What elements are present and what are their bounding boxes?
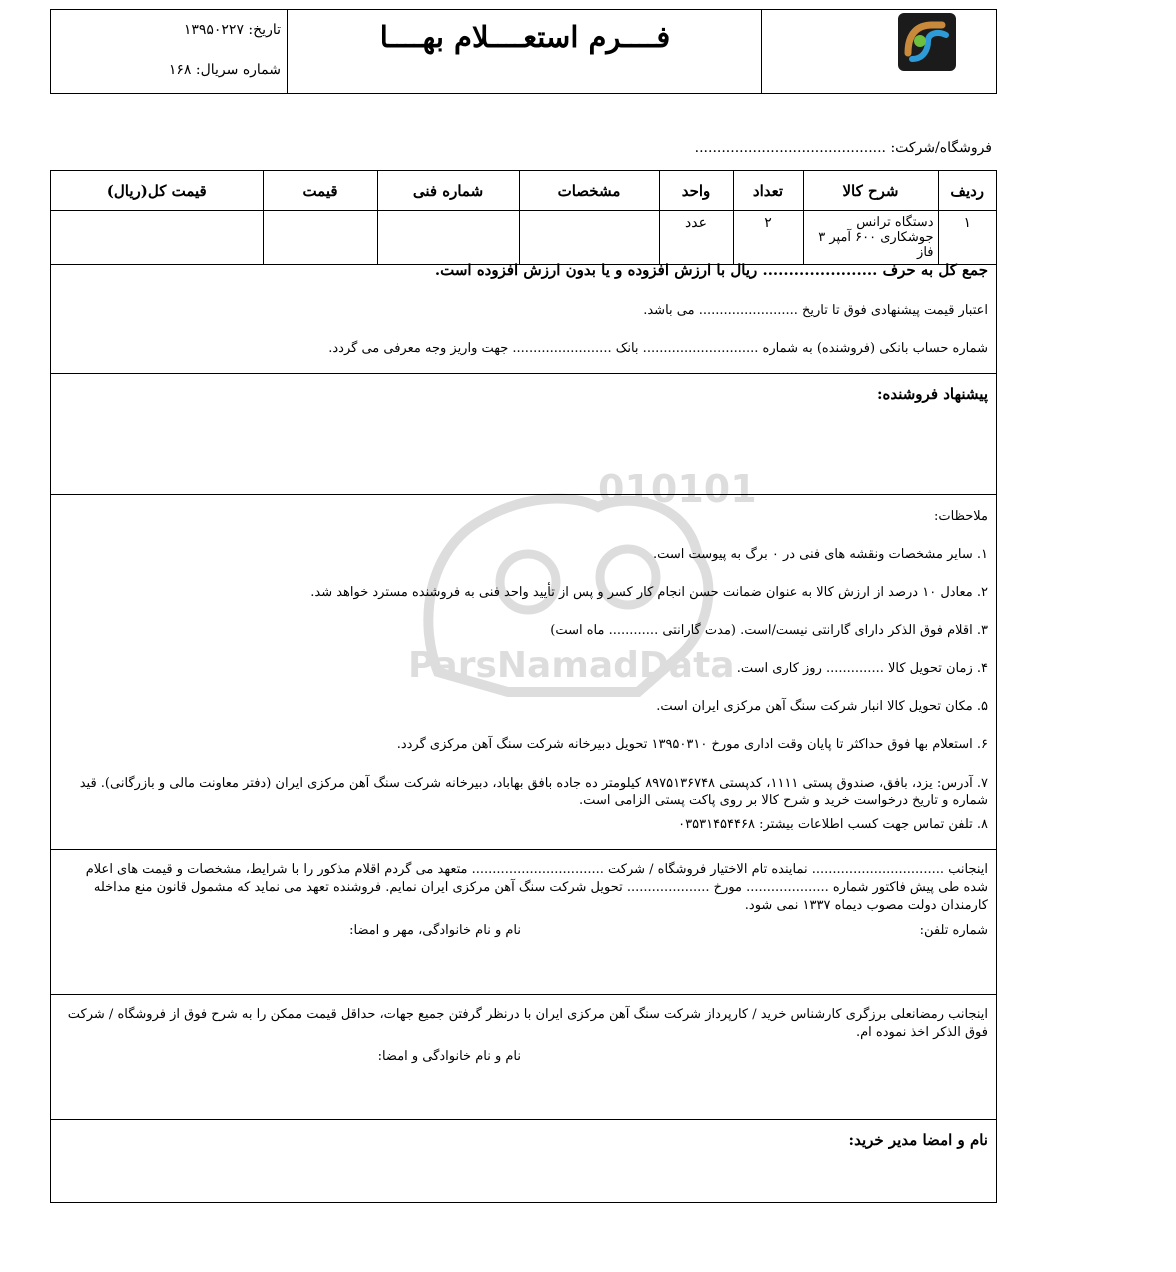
- price-validity: اعتبار قیمت پیشنهادی فوق تا تاریخ ........................ می باشد.: [643, 303, 988, 318]
- table-row: [51, 211, 996, 265]
- note-item: ۶. استعلام بها فوق حداکثر تا پایان وقت اداری مورخ ۱۳۹۵۰۳۱۰ تحویل دبیرخانه شرکت سنگ آهن مرکزی گردد.: [396, 737, 988, 752]
- items-header-row: [51, 171, 996, 211]
- purchase-manager-label: نام و امضا مدیر خرید:: [848, 1131, 988, 1149]
- watermark-brand: ParsNamadData: [408, 645, 735, 686]
- cell-technical-number[interactable]: [377, 211, 519, 265]
- col-header-quantity: تعداد: [733, 171, 803, 211]
- buyer-statement: اینجانب رمضانعلی برزگری کارشناس خرید / کارپرداز شرکت سنگ آهن مرکزی ایران با درنظر گرفتن جمیع جهات، حداقل قیمت ممکن را به شرح فوق از فروشگاه / شرکت فوق الذکر اخذ نموده ام.: [67, 1007, 988, 1040]
- divider: [51, 849, 996, 850]
- col-header-technical-number: شماره فنی: [377, 171, 519, 211]
- cell-specs[interactable]: [519, 211, 659, 265]
- note-item: ۸. تلفن تماس جهت کسب اطلاعات بیشتر: ۰۳۵۳۱۴۵۴۴۶۸: [678, 817, 988, 832]
- title-cell: [287, 10, 762, 93]
- note-item: ۳. اقلام فوق الذکر دارای گارانتی نیست/است. (مدت گارانتی ............ ماه است): [550, 623, 988, 638]
- sum-in-words: جمع کل به حرف ...................... ریال با ارزش افزوده و یا بدون ارزش افزوده است.: [434, 261, 988, 279]
- divider: [51, 373, 996, 374]
- items-table: [51, 171, 996, 265]
- divider: [51, 994, 996, 995]
- note-item: ۲. معادل ۱۰ درصد از ارزش کالا به عنوان ضمانت حسن انجام کار کسر و پس از تأیید واحد فنی به فروشنده مسترد خواهد شد.: [310, 585, 988, 600]
- info-cell: [51, 10, 287, 93]
- form-body: [50, 170, 997, 1203]
- shop-company-line: فروشگاه/شرکت: ...........................................: [694, 140, 992, 156]
- col-header-specs: مشخصات: [519, 171, 659, 211]
- form-date: تاریخ: ۱۳۹۵۰۲۲۷: [183, 22, 281, 38]
- company-logo-icon: [898, 13, 956, 71]
- cell-description: دستگاه ترانس جوشکاری ۶۰۰ آمپر ۳ فاز: [803, 211, 938, 265]
- cell-unit: عدد: [659, 211, 733, 265]
- seller-commitment: اینجانب ................................ نماینده تام الاختیار فروشگاه / شرکت ................................ متعهد می گردم اقلام مذکور را با شرایط، مشخصات و قیمت های اعلام شده طی پیش فاکتور شماره .................... مورخ .................... تحویل شرکت سنگ آهن مرکزی ایران نمایم. فروشنده تعهد می نماید که مشمول قانون منع مداخله کارمندان دولت مصوب دیماه ۱۳۳۷ نمی شود.: [85, 862, 988, 913]
- col-header-total-price: قیمت کل(ریال): [51, 171, 263, 211]
- form-title: فــــرم استعــــلام بهــــا: [379, 20, 671, 54]
- logo-cell: [761, 10, 997, 93]
- note-item: ۵. مکان تحویل کالا انبار شرکت سنگ آهن مرکزی ایران است.: [656, 699, 988, 714]
- note-item: ۱. سایر مشخصات ونقشه های فنی در ۰ برگ به پیوست است.: [652, 547, 988, 562]
- col-header-index: ردیف: [938, 171, 996, 211]
- cell-index: ۱: [938, 211, 996, 265]
- cell-price[interactable]: [263, 211, 377, 265]
- notes-heading: ملاحظات:: [934, 509, 988, 524]
- watermark-digits: 010101: [598, 467, 757, 511]
- note-item: ۷. آدرس: یزد، بافق، صندوق پستی ۱۱۱۱، کدپستی ۸۹۷۵۱۳۶۷۴۸ کیلومتر ده جاده بافق بهاباد، دبیرخانه شرکت سنگ آهن مرکزی ایران (دفتر معاونت مالی و بازرگانی). قید شماره و تاریخ درخواست خرید و شرح کالا بر روی پاکت پستی الزامی است.: [79, 776, 988, 808]
- col-header-unit: واحد: [659, 171, 733, 211]
- seller-sign-label: نام و نام خانوادگی، مهر و امضا:: [349, 923, 521, 938]
- buyer-sign-label: نام و نام خانوادگی و امضا:: [377, 1049, 521, 1064]
- seller-phone-label: شماره تلفن:: [919, 923, 988, 938]
- cell-total-price[interactable]: [51, 211, 263, 265]
- cell-quantity: ۲: [733, 211, 803, 265]
- form-header: [50, 9, 997, 94]
- col-header-price: قیمت: [263, 171, 377, 211]
- divider: [51, 494, 996, 495]
- bank-account: شماره حساب بانکی (فروشنده) به شماره ............................ بانک ........................ جهت واریز وجه معرفی می گردد.: [328, 341, 988, 356]
- serial-number: شماره سریال: ۱۶۸: [168, 62, 281, 78]
- note-item: ۴. زمان تحویل کالا .............. روز کاری است.: [736, 661, 988, 676]
- col-header-description: شرح کالا: [803, 171, 938, 211]
- divider: [51, 1119, 996, 1120]
- seller-offer-heading: پیشنهاد فروشنده:: [876, 385, 988, 403]
